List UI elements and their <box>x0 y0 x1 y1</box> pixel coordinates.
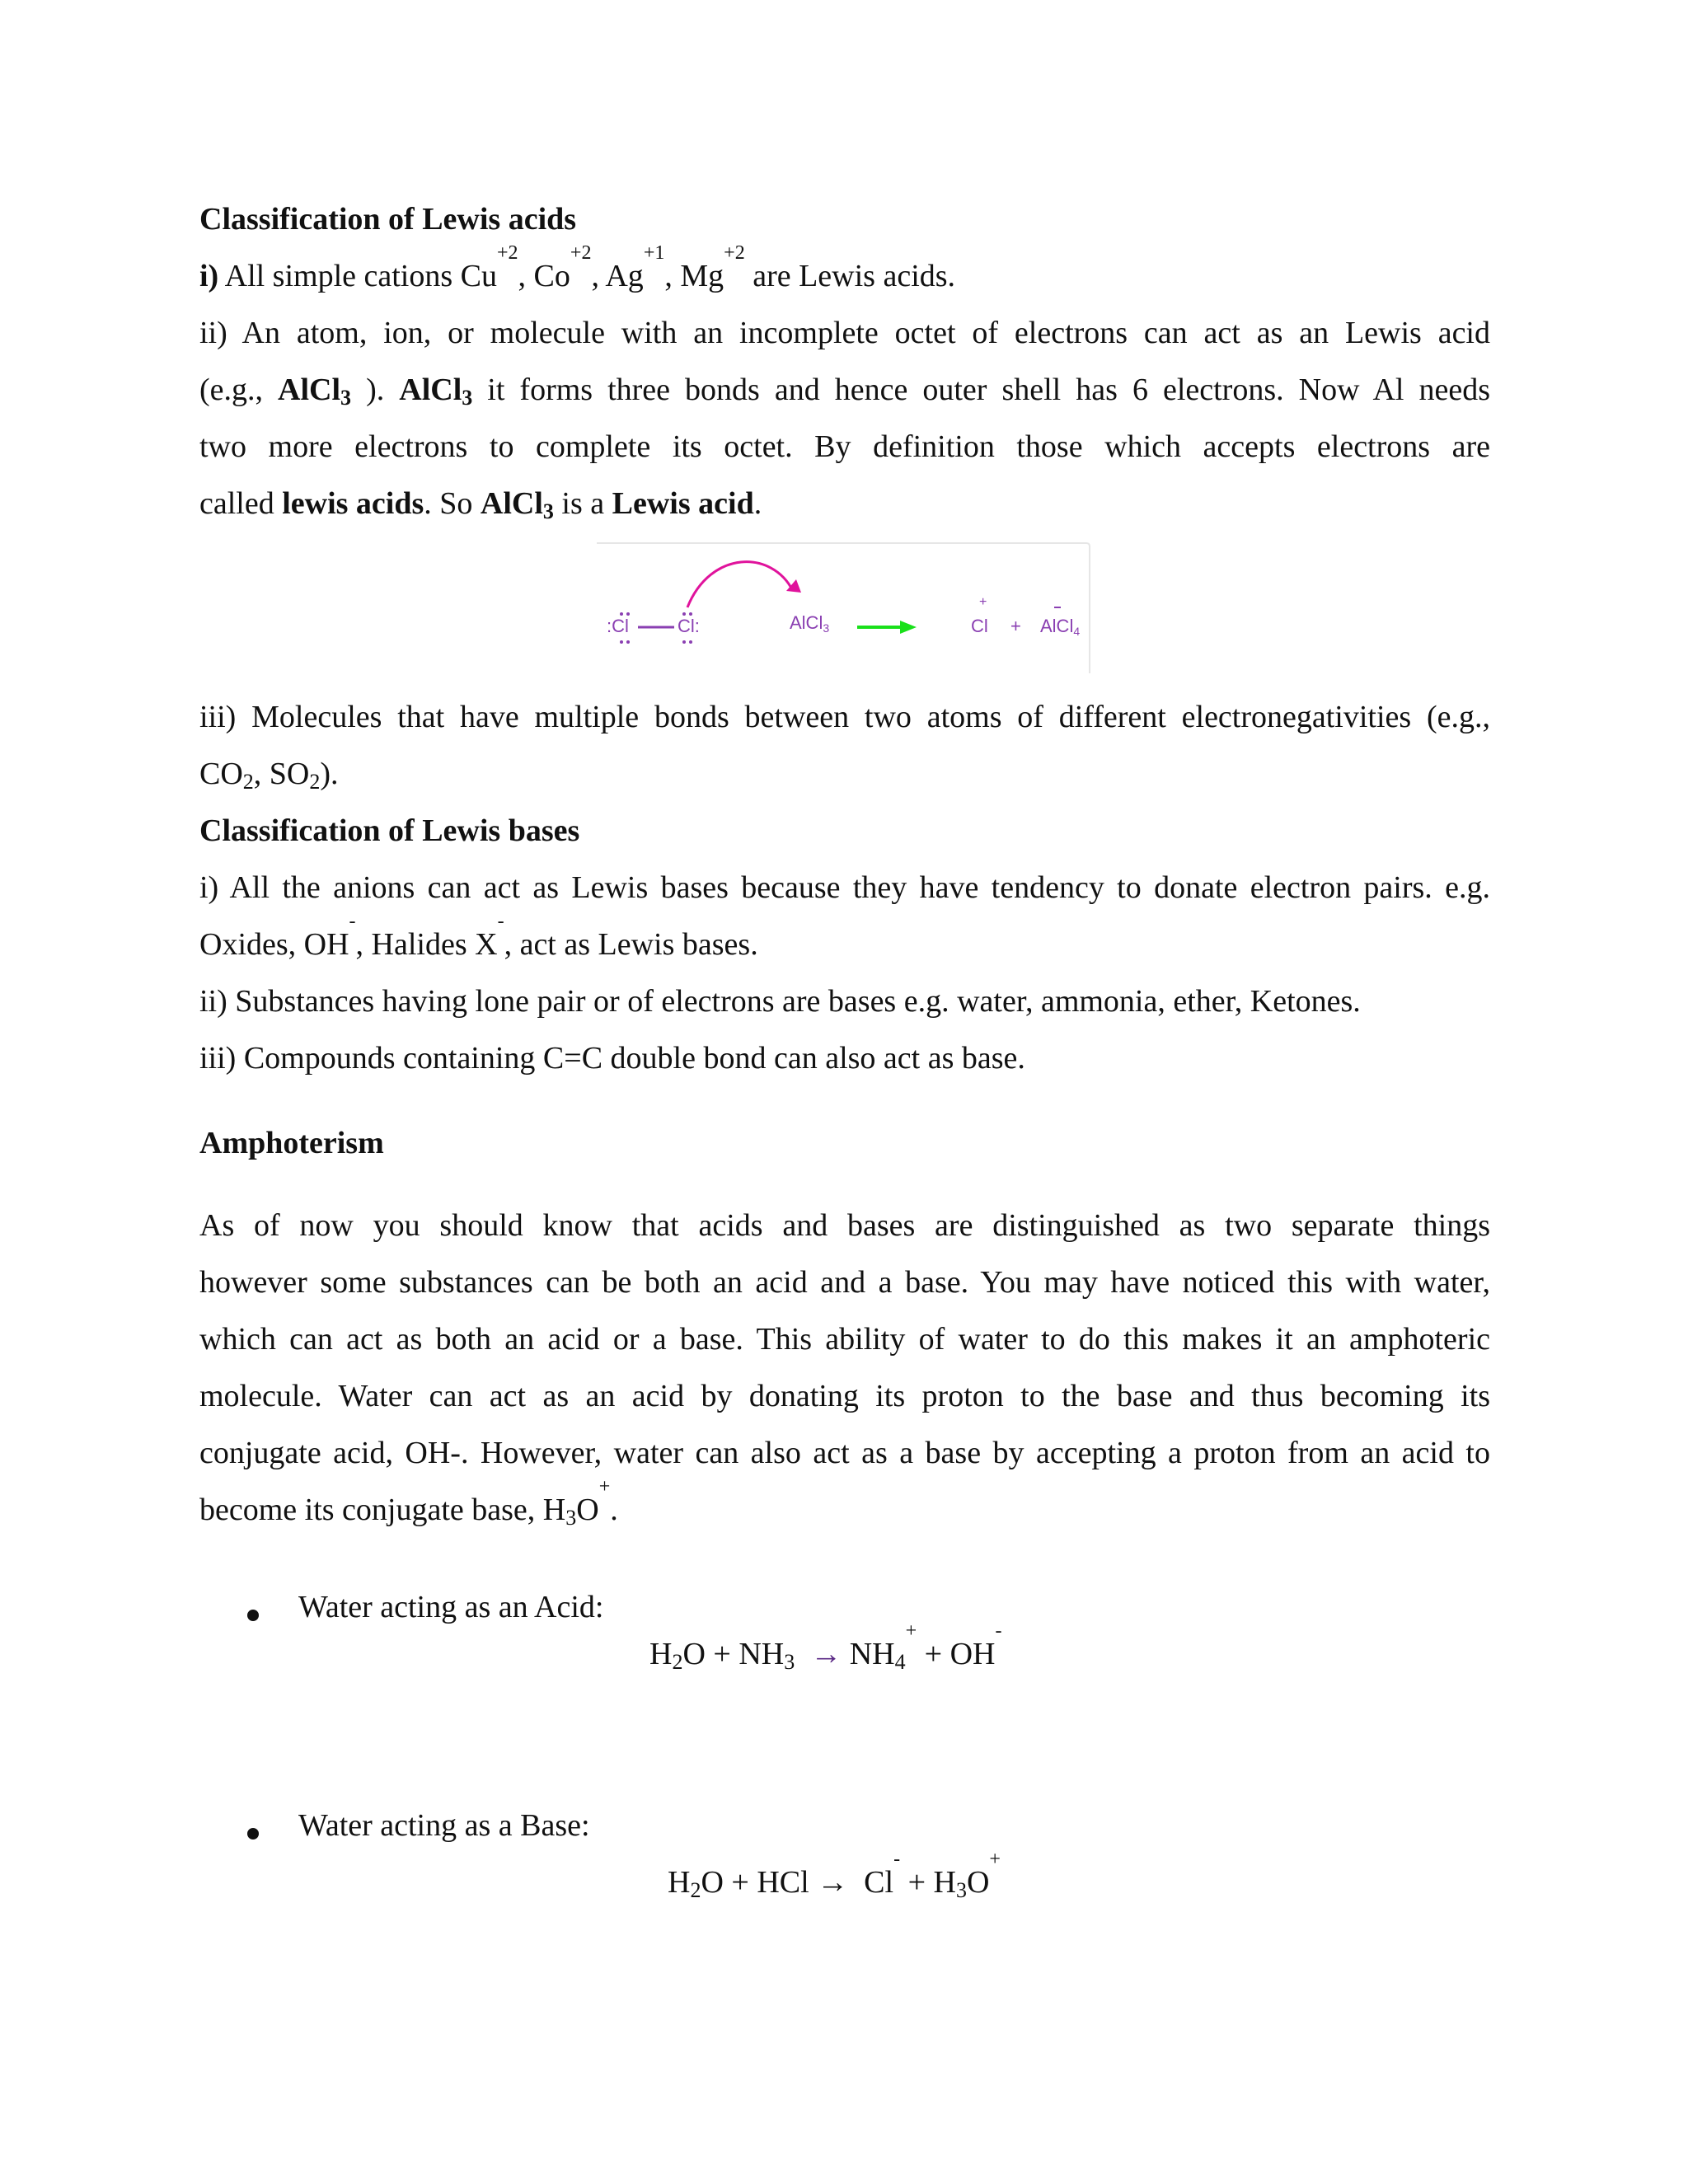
bases-item-3: iii) Compounds containing C=C double bond can also act as base. <box>199 1041 1025 1076</box>
arrow-right-icon: → <box>810 1637 842 1671</box>
lewis-acid-reaction-figure <box>595 541 1091 675</box>
water-base-equation: $H_2O$ + HCl → $Cl^- + H_3O^+$ <box>668 1849 1001 1902</box>
reaction-arrow-icon <box>900 621 917 634</box>
acids-item-3-line-2: $CO_2$, $SO_2$). <box>199 757 339 794</box>
amphoterism-line-4: molecule. Water can act as an acid by donating its proton to the base and thus becoming its <box>199 1379 1490 1413</box>
product-alcl4-label: AlCl$_4$ <box>1040 616 1081 638</box>
amphoterism-line-6: become its conjugate base, $H_3O^+$. <box>199 1476 618 1530</box>
bases-item-1-line-1: i) All the anions can act as Lewis bases because they have tendency to donate electron pairs. e.g. <box>199 870 1490 905</box>
lewis-acids-heading: Classification of Lewis acids <box>199 202 577 237</box>
lewis-bases-heading: Classification of Lewis bases <box>199 813 580 848</box>
chlorine-left-label: :Cl <box>607 616 629 636</box>
acids-item-2-line-1: ii) An atom, ion, or molecule with an incomplete octet of electrons can act as an Lewis acid <box>199 316 1490 350</box>
water-acid-equation: $H_2O + NH_3 \to NH_4^+ + OH^-$ <box>649 1620 1002 1674</box>
acids-item-2-line-4: called lewis acids. So AlCl$_3$ is a Lewis acid. <box>199 486 762 523</box>
amphoterism-line-5: conjugate acid, OH-. However, water can also act as a base by accepting a proton from an acid to <box>199 1436 1490 1470</box>
bases-item-1-line-2: Oxides, OH-, Halides X-, act as Lewis bases. <box>199 911 758 962</box>
bullet-icon <box>247 1828 259 1840</box>
amphoterism-line-2: however some substances can be both an acid and a base. You may have noticed this with water, <box>199 1265 1490 1300</box>
bullet-icon <box>247 1610 259 1621</box>
amphoterism-heading: Amphoterism <box>199 1126 384 1160</box>
acids-item-2-line-3: two more electrons to complete its octet. By definition those which accepts electrons are <box>199 429 1490 464</box>
svg-text:+: + <box>979 595 987 609</box>
product-chlorine-label: Cl <box>971 616 988 636</box>
bases-item-2: ii) Substances having lone pair or of electrons are bases e.g. water, ammonia, ether, Ketones. <box>199 984 1361 1019</box>
curved-arrow-icon <box>687 562 793 607</box>
water-acid-label: Water acting as an Acid: <box>298 1590 604 1624</box>
amphoterism-line-1: As of now you should know that acids and bases are distinguished as two separate things <box>199 1208 1490 1243</box>
chlorine-right-label: Cl: <box>678 616 700 636</box>
arrow-right-icon: → <box>817 1865 849 1900</box>
reagent-label: AlCl$_3$ <box>790 612 830 635</box>
acids-item-2-line-2: (e.g., AlCl$_3$ ). AlCl$_3$ it forms three bonds and hence outer shell has 6 electrons. Now Al needs <box>199 373 1490 410</box>
acids-item-3-line-1: iii) Molecules that have multiple bonds between two atoms of different electronegativities (e.g., <box>199 700 1490 734</box>
acids-item-1: i) All simple cations $Cu^{+2}$, $Co^{+2}$, $Ag^{+1}$, $Mg^{+2}$ are Lewis acids. <box>199 242 956 293</box>
amphoterism-line-3: which can act as both an acid or a base. This ability of water to do this makes it an amphoteric <box>199 1322 1490 1357</box>
water-base-label: Water acting as a Base: <box>298 1808 590 1843</box>
product-plus: + <box>1010 616 1021 636</box>
